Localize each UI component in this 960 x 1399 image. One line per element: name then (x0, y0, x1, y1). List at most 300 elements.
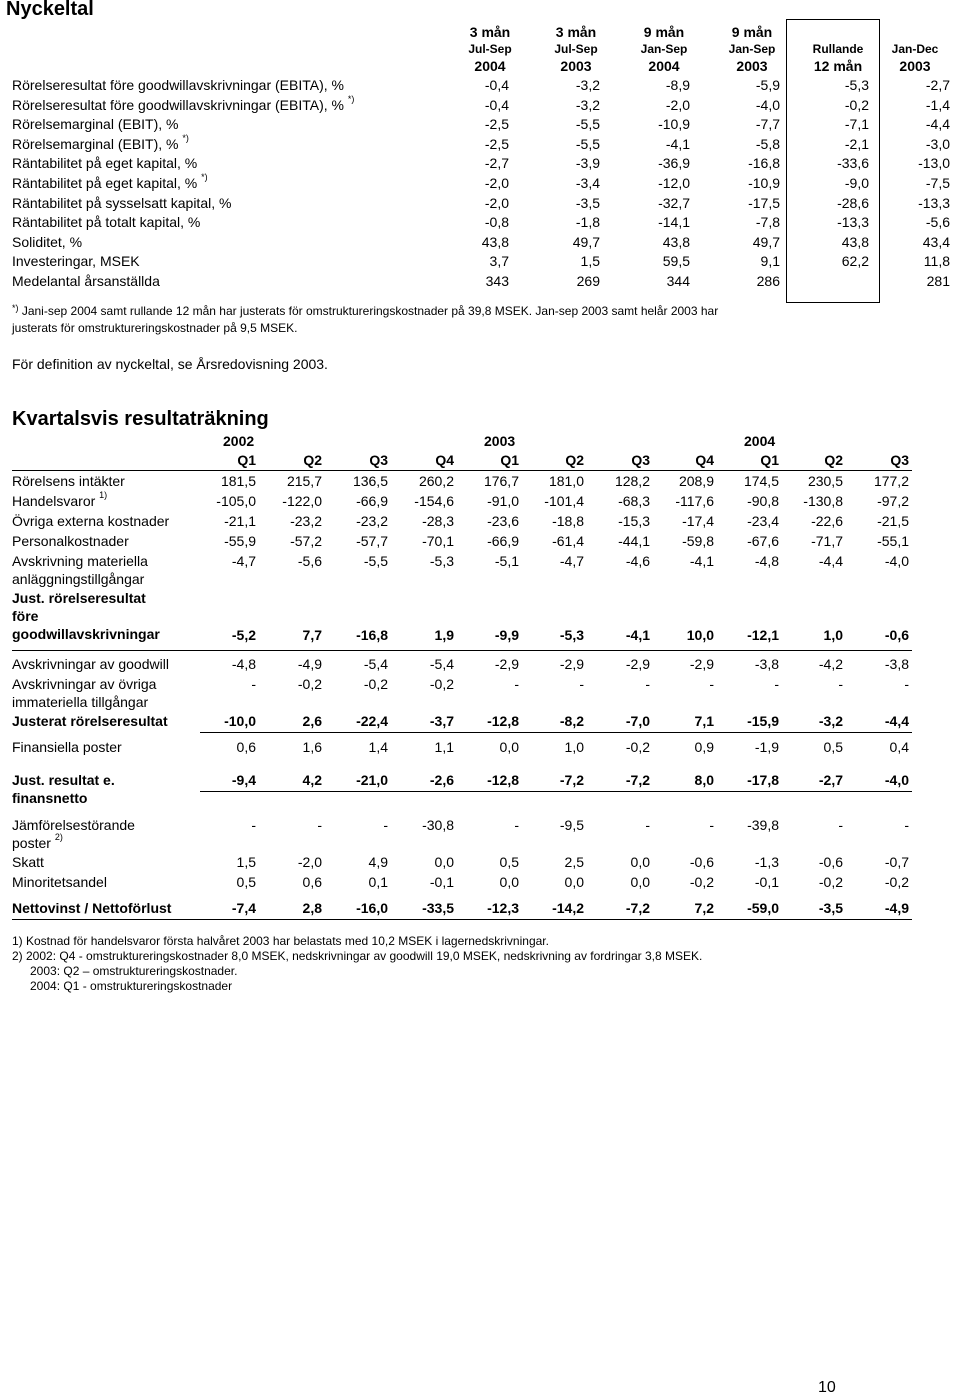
column-header-3: 2004 (474, 58, 506, 74)
quarter-header: Q1 (760, 452, 779, 468)
metric-value: -7,5 (925, 175, 950, 191)
quarter-header: Q4 (695, 452, 714, 468)
row-value: -0,2 (429, 676, 454, 692)
row-value: - (838, 817, 843, 833)
row-value: -5,4 (429, 656, 454, 672)
row-label: Handelsvaror $^{1)}$ (12, 490, 108, 509)
quarter-header: Q1 (237, 452, 256, 468)
column-header-3: 2003 (560, 58, 592, 74)
row-value: -23,4 (747, 513, 779, 529)
metric-label: Medelantal årsanställda (12, 273, 160, 289)
row-value: -23,2 (356, 513, 388, 529)
metric-value: -4,0 (755, 96, 780, 113)
row-value: 1,1 (434, 739, 454, 755)
header-rule (12, 470, 912, 471)
row-value: 1,4 (368, 739, 388, 755)
row-label: Minoritetsandel (12, 874, 107, 890)
row-value: -4,4 (818, 553, 843, 569)
row-label: Personalkostnader (12, 533, 129, 549)
row-value: -12,1 (747, 627, 779, 643)
row-value: -0,1 (754, 874, 779, 890)
row-value: -3,2 (818, 713, 843, 729)
row-value: -5,3 (429, 553, 454, 569)
row-value: - (774, 676, 779, 692)
footnote: 2004: Q1 - omstruktureringskostnader (30, 979, 233, 993)
metric-value: -5,3 (844, 77, 869, 93)
row-value: 0,6 (302, 874, 322, 890)
metric-label: Räntabilitet på eget kapital, % *) (12, 172, 208, 191)
row-value: -61,4 (552, 533, 584, 549)
metric-value: 286 (756, 273, 780, 289)
row-value: -0,1 (429, 874, 454, 890)
metric-value: -0,2 (844, 96, 869, 113)
row-value: 0,0 (434, 854, 454, 870)
metric-value: -2,1 (844, 135, 869, 152)
quarter-header: Q3 (631, 452, 650, 468)
row-value: -15,9 (747, 713, 779, 729)
row-label: goodwillavskrivningar (12, 626, 160, 642)
row-value: -7,4 (231, 900, 256, 916)
row-value: -91,0 (487, 493, 519, 509)
row-value: -15,3 (618, 513, 650, 529)
row-value: -97,2 (877, 493, 909, 509)
row-label: Nettovinst / Nettoförlust (12, 900, 172, 916)
row-rule (12, 650, 912, 651)
row-value: 128,2 (614, 473, 650, 489)
row-label: Avskrivningar av övriga (12, 676, 157, 692)
row-value: 1,6 (302, 739, 322, 755)
year-header: 2004 (744, 433, 776, 449)
row-value: -2,9 (689, 656, 714, 672)
row-value: - (645, 676, 650, 692)
row-rule (12, 919, 912, 920)
definition-note: För definition av nyckeltal, se Årsredovisning 2003. (12, 356, 328, 372)
row-value: -1,3 (754, 854, 779, 870)
row-value: 136,5 (352, 473, 388, 489)
row-value: -4,2 (818, 656, 843, 672)
footnote: 1) Kostnad för handelsvaror första halvåret 2003 har belastats med 10,2 MSEK i lagernedskrivningar. (12, 934, 549, 948)
row-value: 8,0 (694, 772, 714, 788)
row-value: -66,9 (356, 493, 388, 509)
row-value: -0,2 (689, 874, 714, 890)
row-value: 1,0 (823, 627, 843, 643)
row-value: -14,2 (552, 900, 584, 916)
row-value: -4,1 (625, 627, 650, 643)
row-value: -2,9 (559, 656, 584, 672)
metric-value: 43,8 (481, 233, 509, 250)
row-value: -0,2 (625, 739, 650, 755)
row-value: 0,5 (823, 739, 843, 755)
row-value: 260,2 (418, 473, 454, 489)
metric-label: Räntabilitet på totalt kapital, % (12, 214, 201, 231)
footnote-marker: *) (12, 303, 19, 313)
column-header-3: 2004 (648, 58, 680, 74)
row-value: -0,6 (689, 854, 714, 870)
column-header-2: Jan-Sep (728, 42, 776, 56)
metric-value: 62,2 (841, 253, 869, 270)
metric-value: 49,7 (572, 233, 600, 250)
metric-value: -5,8 (755, 135, 780, 152)
row-value: -70,1 (422, 533, 454, 549)
row-value: -0,2 (884, 874, 909, 890)
column-header-3: 2003 (736, 58, 768, 74)
metric-value: -2,7 (484, 155, 509, 172)
row-value: -33,5 (422, 900, 454, 916)
row-value: 7,7 (302, 627, 322, 643)
row-value: -5,4 (363, 656, 388, 672)
quarter-header: Q2 (824, 452, 843, 468)
row-value: - (904, 676, 909, 692)
year-header: 2002 (223, 433, 255, 449)
metric-value: -14,1 (658, 214, 690, 231)
metric-label: Soliditet, % (12, 233, 83, 250)
row-value: -101,4 (544, 493, 584, 509)
row-value: -59,8 (682, 533, 714, 549)
metric-value: 269 (576, 273, 600, 289)
quarter-header: Q3 (369, 452, 388, 468)
row-value: - (514, 817, 519, 833)
year-header: 2003 (484, 433, 516, 449)
row-value: 0,0 (499, 739, 519, 755)
row-value: 230,5 (807, 473, 843, 489)
row-value: -4,9 (297, 656, 322, 672)
row-value: -2,9 (625, 656, 650, 672)
metric-value: -8,9 (665, 77, 690, 93)
row-value: -1,9 (754, 739, 779, 755)
column-header-2: Rullande (812, 42, 864, 56)
metric-value: 344 (666, 273, 690, 289)
metric-value: -13,3 (837, 214, 869, 231)
row-value: -67,6 (747, 533, 779, 549)
metric-value: 49,7 (752, 233, 780, 250)
row-rule (200, 791, 912, 792)
row-label: Övriga externa kostnader (12, 513, 170, 529)
row-value: -4,0 (884, 553, 909, 569)
metric-value: -2,0 (484, 194, 509, 211)
row-value: -7,0 (625, 713, 650, 729)
row-value: 0,5 (236, 874, 256, 890)
row-value: -10,0 (224, 713, 256, 729)
metric-value: -1,4 (925, 96, 950, 113)
row-value: -2,6 (429, 772, 454, 788)
metric-value: -4,4 (925, 116, 950, 133)
quarter-header: Q4 (435, 452, 454, 468)
row-label: Avskrivningar av goodwill (12, 656, 169, 672)
row-value: -7,2 (625, 772, 650, 788)
row-label: Jämförelsestörande (12, 817, 135, 833)
row-value: -68,3 (618, 493, 650, 509)
metric-label: Rörelsemarginal (EBIT), % *) (12, 132, 189, 152)
row-value: - (251, 676, 256, 692)
row-value: -17,4 (682, 513, 714, 529)
footnote-marker: *) (347, 93, 355, 104)
row-value: -66,9 (487, 533, 519, 549)
column-header-1: 3 mån (555, 24, 597, 40)
row-value: -8,2 (559, 713, 584, 729)
row-value: 2,6 (302, 713, 322, 729)
row-value: 7,1 (694, 713, 714, 729)
metric-label: Rörelsemarginal (EBIT), % (12, 116, 179, 133)
footnote: 2) 2002: Q4 - omstruktureringskostnader 8,0 MSEK, nedskrivningar av goodwill 19,0 MSEK, nedskrivning av fordringar 3,8 MSEK. (12, 949, 703, 963)
row-value: -0,2 (818, 874, 843, 890)
row-value: -4,6 (625, 553, 650, 569)
metric-value: -17,5 (748, 194, 780, 211)
row-value: - (383, 817, 388, 833)
metric-value: -3,2 (575, 77, 600, 93)
metric-value: -3,0 (925, 135, 950, 152)
column-header-2: Jan-Dec (891, 42, 939, 56)
metric-label: Räntabilitet på eget kapital, % (12, 155, 198, 172)
row-value: -12,8 (487, 772, 519, 788)
column-header-2: Jul-Sep (468, 42, 512, 56)
metric-value: 43,8 (841, 233, 869, 250)
quarter-header: Q2 (565, 452, 584, 468)
metric-value: -9,0 (844, 175, 869, 191)
row-value: -12,3 (487, 900, 519, 916)
footnote: 2003: Q2 – omstruktureringskostnader. (30, 964, 238, 978)
row-value: -5,3 (559, 627, 584, 643)
footnote-marker: *) (182, 132, 189, 143)
quarter-header: Q3 (890, 452, 909, 468)
row-value: 10,0 (686, 627, 714, 643)
section-title: Kvartalsvis resultaträkning (12, 408, 269, 430)
row-value: -30,8 (422, 817, 454, 833)
row-value: - (838, 676, 843, 692)
row-value: -154,6 (414, 493, 454, 509)
row-value: 0,1 (368, 874, 388, 890)
row-value: -4,8 (231, 656, 256, 672)
row-value: -71,7 (811, 533, 843, 549)
metric-value: -0,4 (484, 96, 509, 113)
row-value: -59,0 (747, 900, 779, 916)
row-value: 2,5 (564, 854, 584, 870)
row-value: 174,5 (743, 473, 779, 489)
metric-value: -3,9 (575, 155, 600, 172)
row-value: -23,2 (290, 513, 322, 529)
row-value: -4,0 (884, 772, 909, 788)
row-value: -16,8 (356, 627, 388, 643)
row-value: -4,1 (689, 553, 714, 569)
row-label: Avskrivning materiella (12, 553, 148, 569)
page-title: Nyckeltal (6, 0, 94, 20)
metric-value: -0,4 (484, 77, 509, 93)
metric-value: -7,8 (755, 214, 780, 231)
metric-value: -4,1 (665, 135, 690, 152)
metric-value: -13,3 (918, 194, 950, 211)
row-value: 0,6 (236, 739, 256, 755)
row-value: -4,4 (884, 713, 909, 729)
metric-value: -16,8 (748, 155, 780, 172)
metric-value: -0,8 (484, 214, 509, 231)
row-label: poster $^{2)}$ (12, 832, 63, 851)
row-value: 181,0 (548, 473, 584, 489)
row-value: 1,0 (564, 739, 584, 755)
metric-value: 43,4 (922, 233, 950, 250)
row-value: -28,3 (422, 513, 454, 529)
metric-value: -10,9 (748, 175, 780, 191)
row-value: -3,7 (429, 713, 454, 729)
row-value: - (317, 817, 322, 833)
quarter-header: Q2 (303, 452, 322, 468)
footnote (12, 303, 942, 319)
metric-value: 281 (926, 273, 950, 289)
row-value: -21,5 (877, 513, 909, 529)
metric-label: Rörelseresultat före goodwillavskrivningar (EBITA), % *) (12, 93, 355, 113)
column-header-2: Jan-Sep (640, 42, 688, 56)
metric-value: -2,0 (484, 175, 509, 191)
row-value: - (251, 817, 256, 833)
metric-value: -28,6 (837, 194, 869, 211)
row-value: -90,8 (747, 493, 779, 509)
row-value: 215,7 (286, 473, 322, 489)
row-label: anläggningstillgångar (12, 571, 145, 587)
metric-label: Rörelseresultat före goodwillavskrivningar (EBITA), % (12, 77, 344, 93)
metric-value: -36,9 (658, 155, 690, 172)
row-value: -44,1 (618, 533, 650, 549)
row-value: -17,8 (747, 772, 779, 788)
row-value: -4,7 (231, 553, 256, 569)
row-value: 0,5 (499, 854, 519, 870)
column-header-1: 9 mån (643, 24, 685, 40)
row-value: -0,2 (363, 676, 388, 692)
row-value: 0,0 (564, 874, 584, 890)
metric-value: -2,7 (925, 77, 950, 93)
row-value: 0,4 (889, 739, 909, 755)
row-value: -55,1 (877, 533, 909, 549)
metric-label: Investeringar, MSEK (12, 253, 140, 270)
metric-value: -2,5 (484, 135, 509, 152)
row-value: -5,2 (231, 627, 256, 643)
column-header-2: Jul-Sep (554, 42, 598, 56)
row-value: 0,9 (694, 739, 714, 755)
row-label: Just. resultat e. (12, 772, 115, 788)
row-value: -3,5 (818, 900, 843, 916)
metric-value: -13,0 (918, 155, 950, 172)
row-label: Just. rörelseresultat (12, 590, 146, 606)
row-label: Finansiella poster (12, 739, 122, 755)
row-value: -9,5 (559, 817, 584, 833)
column-header-1: 9 mån (731, 24, 773, 40)
row-value: 181,5 (220, 473, 256, 489)
metric-value: 11,8 (923, 253, 950, 270)
row-value: - (514, 676, 519, 692)
row-value: -105,0 (216, 493, 256, 509)
row-value: -22,4 (356, 713, 388, 729)
column-header-1: 3 mån (469, 24, 511, 40)
metric-value: 9,1 (760, 253, 780, 270)
row-value: 0,0 (499, 874, 519, 890)
row-value: -122,0 (282, 493, 322, 509)
row-label: Justerat rörelseresultat (12, 713, 168, 729)
row-value: -117,6 (675, 493, 714, 509)
metric-value: -5,5 (575, 135, 600, 152)
page-number: 10 (818, 1379, 836, 1396)
row-value: -2,7 (818, 772, 843, 788)
metric-value: 3,7 (489, 253, 509, 270)
metric-value: -33,6 (837, 155, 869, 172)
column-header-3: 2003 (899, 58, 931, 74)
row-value: 4,9 (368, 854, 388, 870)
row-value: - (709, 676, 714, 692)
row-value: -21,0 (356, 772, 388, 788)
footnote-marker: *) (201, 172, 208, 182)
row-value: 176,7 (483, 473, 519, 489)
metric-value: -7,1 (844, 116, 869, 133)
row-value: -9,4 (231, 772, 256, 788)
row-value: 0,0 (630, 854, 650, 870)
row-value: -4,7 (559, 553, 584, 569)
row-value: - (579, 676, 584, 692)
row-value: -21,1 (224, 513, 256, 529)
row-value: 1,9 (434, 627, 454, 643)
footnote-text-cont: justerats för omstruktureringskostnader på 9,5 MSEK. (12, 321, 298, 335)
row-value: -0,7 (884, 854, 909, 870)
metric-value: -5,9 (755, 77, 780, 93)
row-value: -7,2 (559, 772, 584, 788)
metric-value: 43,8 (662, 233, 690, 250)
row-value: -0,2 (297, 676, 322, 692)
row-value: -7,2 (625, 900, 650, 916)
row-value: -0,6 (884, 627, 909, 643)
row-value: -0,6 (818, 854, 843, 870)
row-value: - (645, 817, 650, 833)
metric-value: -3,5 (575, 194, 600, 211)
row-value: -4,9 (884, 900, 909, 916)
row-value: 177,2 (873, 473, 909, 489)
row-label: Rörelsens intäkter (12, 473, 125, 489)
rolling-column-box (786, 19, 880, 303)
row-value: -23,6 (487, 513, 519, 529)
row-value: 1,5 (236, 854, 256, 870)
row-value: 2,8 (302, 900, 322, 916)
row-value: -5,6 (297, 553, 322, 569)
row-value: 0,0 (630, 874, 650, 890)
row-label: Skatt (12, 854, 44, 870)
metric-value: -10,9 (658, 116, 690, 133)
metric-value: -5,6 (925, 214, 950, 231)
footnote-marker: 2) (54, 832, 63, 842)
metric-value: -3,4 (575, 175, 600, 191)
metric-value: -1,8 (575, 214, 600, 231)
row-value: - (904, 817, 909, 833)
metric-label: Räntabilitet på sysselsatt kapital, % (12, 194, 232, 211)
row-value: -3,8 (754, 656, 779, 672)
row-value: - (709, 817, 714, 833)
metric-value: 343 (485, 273, 509, 289)
row-label: immateriella tillgångar (12, 694, 149, 710)
row-value: -39,8 (747, 817, 779, 833)
row-value: 7,2 (694, 900, 714, 916)
footnote-marker: 1) (99, 490, 108, 500)
metric-value: -7,7 (755, 116, 780, 133)
row-value: -3,8 (884, 656, 909, 672)
row-label: före (12, 608, 39, 624)
row-value: -12,8 (487, 713, 519, 729)
row-label: finansnetto (12, 790, 88, 806)
row-value: -5,1 (494, 553, 519, 569)
metric-value: -5,5 (575, 116, 600, 133)
column-header-3: 12 mån (813, 58, 863, 74)
row-value: -55,9 (224, 533, 256, 549)
row-value: -9,9 (494, 627, 519, 643)
row-value: -16,0 (356, 900, 388, 916)
metric-value: -12,0 (658, 175, 690, 191)
row-value: 208,9 (678, 473, 714, 489)
metric-value: -3,2 (575, 96, 600, 113)
row-value: -57,2 (290, 533, 322, 549)
metric-value: 1,5 (580, 253, 600, 270)
row-value: 4,2 (302, 772, 322, 788)
